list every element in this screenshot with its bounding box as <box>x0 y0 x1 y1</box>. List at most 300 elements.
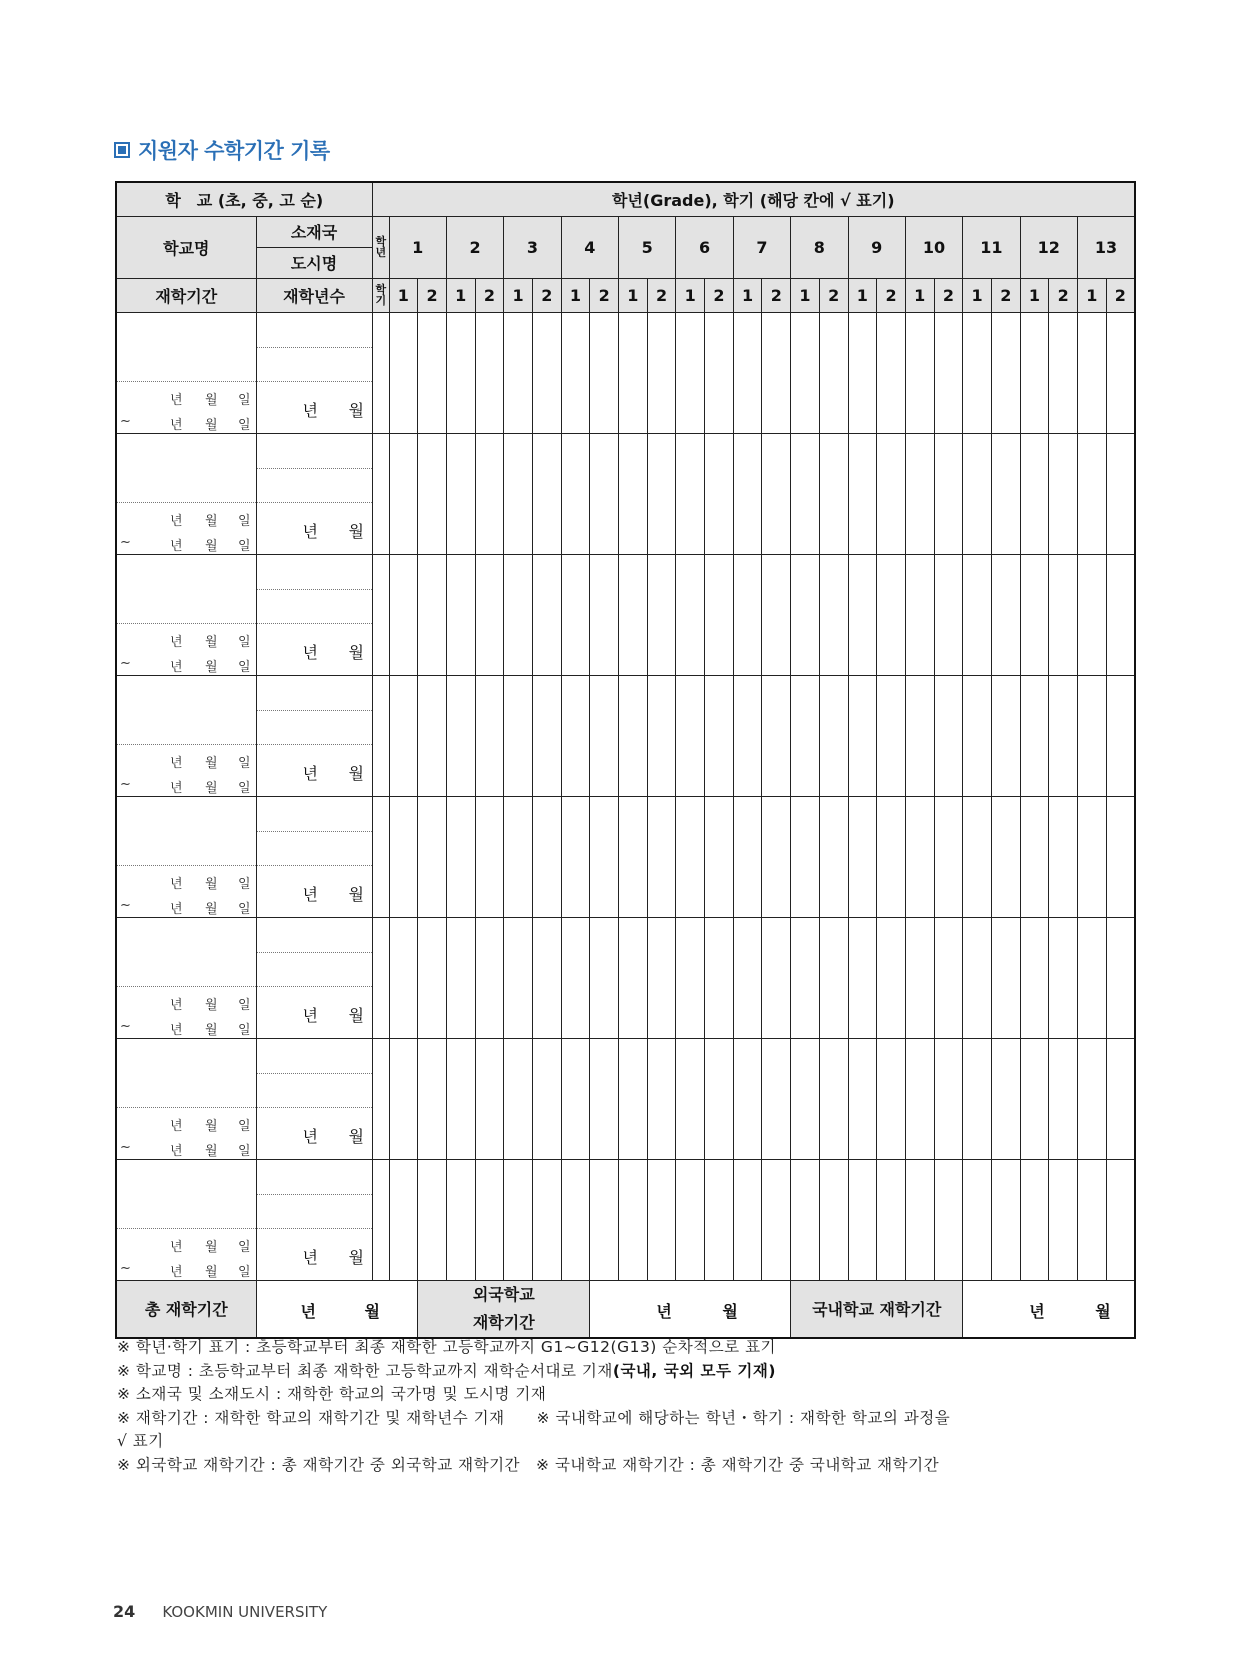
semester-col-5-1: 1 <box>619 278 648 312</box>
check-cell-g6-s1[interactable] <box>676 1159 705 1280</box>
check-cell-g12-s2[interactable] <box>1049 917 1078 1038</box>
check-cell-g5-s1[interactable] <box>619 675 648 796</box>
country-city-years-cell[interactable] <box>256 796 372 917</box>
end-month-label: 월 <box>205 659 218 675</box>
semester-label-header <box>372 278 389 312</box>
end-day-label: 일 <box>238 659 251 675</box>
notes <box>117 1336 950 1477</box>
check-cell-g9-s2[interactable] <box>877 1159 906 1280</box>
check-cell-g12-s1[interactable] <box>1020 796 1049 917</box>
semester-col-4-1: 1 <box>561 278 590 312</box>
school-row <box>116 1159 1135 1280</box>
check-cell-g5-s2[interactable] <box>647 796 676 917</box>
check-cell-g1-s2[interactable] <box>418 796 447 917</box>
check-cell-g5-s2[interactable] <box>647 554 676 675</box>
check-cell-g4-s1[interactable] <box>561 433 590 554</box>
check-cell-g1-s2[interactable] <box>418 312 447 433</box>
country-city-years-cell[interactable] <box>256 1038 372 1159</box>
check-cell-g6-s1[interactable] <box>676 675 705 796</box>
domestic-period-value[interactable] <box>963 1280 1135 1338</box>
grade-label-text: 학년 <box>375 235 387 259</box>
check-cell-g10-s1[interactable] <box>905 312 934 433</box>
check-cell-g11-s1[interactable] <box>963 312 992 433</box>
check-cell-g12-s1[interactable] <box>1020 1159 1049 1280</box>
check-cell-g6-s2[interactable] <box>705 554 734 675</box>
check-cell-g4-s2[interactable] <box>590 433 619 554</box>
check-cell-g13-s2[interactable] <box>1106 675 1135 796</box>
grade-spacer-cell <box>372 433 389 554</box>
start-year-label: 년 <box>170 1239 183 1255</box>
note-school-name-line <box>117 1360 950 1384</box>
check-cell-g9-s1[interactable] <box>848 675 877 796</box>
check-cell-g8-s1[interactable] <box>791 796 820 917</box>
check-cell-g2-s1[interactable] <box>446 917 475 1038</box>
foreign-label-line1: 외국학교 <box>472 1284 535 1304</box>
check-cell-g12-s2[interactable] <box>1049 675 1078 796</box>
check-cell-g2-s2[interactable] <box>475 433 504 554</box>
end-year-label: 년 <box>170 901 183 917</box>
dotted-divider <box>257 381 372 382</box>
years-label: 년 <box>302 400 318 420</box>
check-cell-g5-s2[interactable] <box>647 675 676 796</box>
check-cell-g11-s2[interactable] <box>991 675 1020 796</box>
check-cell-g2-s2[interactable] <box>475 917 504 1038</box>
school-name-period-cell[interactable] <box>116 917 256 1038</box>
check-cell-g12-s2[interactable] <box>1049 1159 1078 1280</box>
check-cell-g5-s1[interactable] <box>619 433 648 554</box>
check-cell-g13-s2[interactable] <box>1106 917 1135 1038</box>
school-name-period-cell[interactable] <box>116 312 256 433</box>
check-cell-g11-s2[interactable] <box>991 312 1020 433</box>
dotted-divider <box>257 1073 372 1074</box>
start-day-label: 일 <box>238 1239 251 1255</box>
check-cell-g11-s1[interactable] <box>963 433 992 554</box>
page-number: 24 <box>113 1602 136 1621</box>
dotted-divider <box>257 831 372 832</box>
check-cell-g7-s1[interactable] <box>733 675 762 796</box>
start-day-label: 일 <box>238 392 251 408</box>
check-cell-g4-s2[interactable] <box>590 675 619 796</box>
check-cell-g8-s1[interactable] <box>791 1038 820 1159</box>
years-label: 년 <box>302 642 318 662</box>
check-cell-g5-s2[interactable] <box>647 433 676 554</box>
check-cell-g6-s1[interactable] <box>676 554 705 675</box>
start-day-label: 일 <box>238 513 251 529</box>
check-cell-g8-s1[interactable] <box>791 1159 820 1280</box>
check-cell-g9-s1[interactable] <box>848 917 877 1038</box>
check-cell-g7-s2[interactable] <box>762 675 791 796</box>
check-cell-g10-s1[interactable] <box>905 917 934 1038</box>
grade-col-8: 8 <box>791 216 848 278</box>
check-cell-g13-s2[interactable] <box>1106 1159 1135 1280</box>
check-cell-g2-s2[interactable] <box>475 1159 504 1280</box>
check-cell-g1-s2[interactable] <box>418 675 447 796</box>
check-cell-g2-s2[interactable] <box>475 675 504 796</box>
check-cell-g13-s1[interactable] <box>1078 1159 1107 1280</box>
semester-col-5-2: 2 <box>647 278 676 312</box>
check-cell-g9-s2[interactable] <box>877 1038 906 1159</box>
check-cell-g9-s1[interactable] <box>848 312 877 433</box>
check-cell-g7-s1[interactable] <box>733 312 762 433</box>
school-name-period-cell[interactable] <box>116 796 256 917</box>
check-cell-g7-s1[interactable] <box>733 796 762 917</box>
check-cell-g5-s1[interactable] <box>619 917 648 1038</box>
check-cell-g1-s1[interactable] <box>389 1038 418 1159</box>
dotted-divider <box>257 865 372 866</box>
check-cell-g5-s2[interactable] <box>647 1159 676 1280</box>
check-cell-g10-s1[interactable] <box>905 796 934 917</box>
check-cell-g12-s2[interactable] <box>1049 433 1078 554</box>
country-city-years-cell[interactable] <box>256 554 372 675</box>
check-cell-g7-s2[interactable] <box>762 917 791 1038</box>
check-cell-g7-s2[interactable] <box>762 312 791 433</box>
check-cell-g1-s1[interactable] <box>389 312 418 433</box>
check-cell-g9-s2[interactable] <box>877 433 906 554</box>
check-cell-g10-s2[interactable] <box>934 675 963 796</box>
semester-col-12-1: 1 <box>1020 278 1049 312</box>
check-cell-g8-s1[interactable] <box>791 433 820 554</box>
check-cell-g8-s2[interactable] <box>819 675 848 796</box>
check-cell-g13-s1[interactable] <box>1078 1038 1107 1159</box>
check-cell-g13-s1[interactable] <box>1078 433 1107 554</box>
check-cell-g9-s1[interactable] <box>848 554 877 675</box>
check-cell-g4-s1[interactable] <box>561 917 590 1038</box>
check-cell-g4-s1[interactable] <box>561 554 590 675</box>
months-label: 월 <box>348 400 364 420</box>
check-cell-g10-s2[interactable] <box>934 1038 963 1159</box>
check-cell-g7-s1[interactable] <box>733 1038 762 1159</box>
end-year-label: 년 <box>170 538 183 554</box>
check-cell-g1-s2[interactable] <box>418 554 447 675</box>
check-cell-g13-s2[interactable] <box>1106 1038 1135 1159</box>
check-cell-g11-s2[interactable] <box>991 1038 1020 1159</box>
check-cell-g3-s1[interactable] <box>504 312 533 433</box>
semester-col-11-1: 1 <box>963 278 992 312</box>
check-cell-g12-s1[interactable] <box>1020 312 1049 433</box>
check-cell-g10-s2[interactable] <box>934 796 963 917</box>
check-cell-g6-s1[interactable] <box>676 917 705 1038</box>
check-cell-g4-s1[interactable] <box>561 1038 590 1159</box>
check-cell-g6-s2[interactable] <box>705 1159 734 1280</box>
school-name-period-cell[interactable] <box>116 554 256 675</box>
check-cell-g7-s2[interactable] <box>762 433 791 554</box>
grade-col-13: 13 <box>1078 216 1136 278</box>
country-city-years-cell[interactable] <box>256 1159 372 1280</box>
check-cell-g12-s1[interactable] <box>1020 433 1049 554</box>
check-cell-g11-s1[interactable] <box>963 554 992 675</box>
check-cell-g6-s2[interactable] <box>705 796 734 917</box>
check-cell-g13-s1[interactable] <box>1078 917 1107 1038</box>
check-cell-g10-s2[interactable] <box>934 554 963 675</box>
check-cell-g1-s1[interactable] <box>389 917 418 1038</box>
grade-col-2: 2 <box>446 216 503 278</box>
check-cell-g1-s1[interactable] <box>389 675 418 796</box>
check-cell-g10-s2[interactable] <box>934 312 963 433</box>
check-cell-g7-s1[interactable] <box>733 917 762 1038</box>
check-cell-g8-s2[interactable] <box>819 1159 848 1280</box>
semester-col-3-1: 1 <box>504 278 533 312</box>
check-cell-g7-s1[interactable] <box>733 1159 762 1280</box>
check-cell-g2-s1[interactable] <box>446 1038 475 1159</box>
country-city-years-cell[interactable] <box>256 312 372 433</box>
check-cell-g3-s1[interactable] <box>504 554 533 675</box>
check-cell-g5-s2[interactable] <box>647 917 676 1038</box>
total-period-value[interactable] <box>256 1280 418 1338</box>
check-cell-g12-s2[interactable] <box>1049 312 1078 433</box>
dotted-divider <box>257 1194 372 1195</box>
check-cell-g6-s2[interactable] <box>705 312 734 433</box>
check-cell-g6-s2[interactable] <box>705 433 734 554</box>
check-cell-g11-s1[interactable] <box>963 1159 992 1280</box>
check-cell-g8-s2[interactable] <box>819 312 848 433</box>
check-cell-g12-s1[interactable] <box>1020 675 1049 796</box>
check-cell-g1-s1[interactable] <box>389 796 418 917</box>
note-country-city: ※ 소재국 및 소재도시 : 재학한 학교의 국가명 및 도시명 기재 <box>117 1385 547 1403</box>
check-cell-g7-s1[interactable] <box>733 554 762 675</box>
semester-col-2-1: 1 <box>446 278 475 312</box>
check-cell-g4-s1[interactable] <box>561 1159 590 1280</box>
semester-label-text: 학기 <box>375 283 387 307</box>
check-cell-g8-s2[interactable] <box>819 917 848 1038</box>
school-order-header: 학 교 (초, 중, 고 순) <box>116 182 372 216</box>
check-cell-g3-s1[interactable] <box>504 1159 533 1280</box>
check-cell-g9-s2[interactable] <box>877 917 906 1038</box>
check-cell-g11-s1[interactable] <box>963 796 992 917</box>
check-cell-g13-s2[interactable] <box>1106 433 1135 554</box>
start-month-label: 월 <box>205 513 218 529</box>
check-cell-g8-s2[interactable] <box>819 554 848 675</box>
check-cell-g12-s2[interactable] <box>1049 554 1078 675</box>
check-cell-g13-s2[interactable] <box>1106 312 1135 433</box>
square-bullet-icon <box>114 142 130 158</box>
check-cell-g4-s1[interactable] <box>561 312 590 433</box>
check-cell-g2-s1[interactable] <box>446 554 475 675</box>
check-cell-g6-s1[interactable] <box>676 312 705 433</box>
check-cell-g6-s1[interactable] <box>676 796 705 917</box>
check-cell-g13-s1[interactable] <box>1078 312 1107 433</box>
check-cell-g5-s1[interactable] <box>619 796 648 917</box>
check-cell-g2-s1[interactable] <box>446 675 475 796</box>
check-cell-g5-s2[interactable] <box>647 1038 676 1159</box>
check-cell-g10-s1[interactable] <box>905 433 934 554</box>
check-cell-g4-s2[interactable] <box>590 796 619 917</box>
grade-col-10: 10 <box>905 216 962 278</box>
check-cell-g3-s1[interactable] <box>504 433 533 554</box>
check-cell-g1-s1[interactable] <box>389 1159 418 1280</box>
check-cell-g5-s2[interactable] <box>647 312 676 433</box>
school-name-period-cell[interactable] <box>116 675 256 796</box>
check-cell-g1-s2[interactable] <box>418 433 447 554</box>
check-cell-g2-s1[interactable] <box>446 1159 475 1280</box>
check-cell-g13-s2[interactable] <box>1106 554 1135 675</box>
check-cell-g9-s2[interactable] <box>877 312 906 433</box>
check-cell-g7-s2[interactable] <box>762 1038 791 1159</box>
country-city-years-cell[interactable] <box>256 675 372 796</box>
school-row <box>116 917 1135 1038</box>
check-cell-g5-s1[interactable] <box>619 1038 648 1159</box>
check-cell-g5-s1[interactable] <box>619 554 648 675</box>
check-cell-g2-s1[interactable] <box>446 433 475 554</box>
check-cell-g3-s2[interactable] <box>532 312 561 433</box>
end-month-label: 월 <box>205 1264 218 1280</box>
check-cell-g4-s2[interactable] <box>590 312 619 433</box>
foreign-period-value[interactable] <box>590 1280 791 1338</box>
school-row <box>116 796 1135 917</box>
semester-col-13-1: 1 <box>1078 278 1107 312</box>
check-cell-g9-s2[interactable] <box>877 796 906 917</box>
check-cell-g13-s1[interactable] <box>1078 796 1107 917</box>
check-cell-g11-s2[interactable] <box>991 554 1020 675</box>
check-cell-g11-s2[interactable] <box>991 433 1020 554</box>
check-cell-g11-s2[interactable] <box>991 1159 1020 1280</box>
school-name-period-cell[interactable] <box>116 1159 256 1280</box>
check-cell-g13-s2[interactable] <box>1106 796 1135 917</box>
years-header: 재학년수 <box>256 278 372 312</box>
semester-col-1-1: 1 <box>389 278 418 312</box>
check-cell-g1-s2[interactable] <box>418 1038 447 1159</box>
check-cell-g11-s1[interactable] <box>963 1038 992 1159</box>
check-cell-g11-s2[interactable] <box>991 796 1020 917</box>
check-cell-g3-s1[interactable] <box>504 796 533 917</box>
start-year-label: 년 <box>170 392 183 408</box>
check-cell-g10-s1[interactable] <box>905 554 934 675</box>
end-day-label: 일 <box>238 780 251 796</box>
check-cell-g4-s2[interactable] <box>590 554 619 675</box>
check-cell-g12-s2[interactable] <box>1049 1038 1078 1159</box>
check-cell-g2-s1[interactable] <box>446 796 475 917</box>
note-foreign-domestic: ※ 외국학교 재학기간 : 총 재학기간 중 외국학교 재학기간 ※ 국내학교 재학기간 : 총 재학기간 중 국내학교 재학기간 <box>117 1455 940 1474</box>
semester-col-9-1: 1 <box>848 278 877 312</box>
school-name-period-cell[interactable] <box>116 1038 256 1159</box>
dotted-divider <box>257 623 372 624</box>
check-cell-g3-s2[interactable] <box>532 433 561 554</box>
check-cell-g3-s2[interactable] <box>532 675 561 796</box>
check-cell-g9-s1[interactable] <box>848 433 877 554</box>
check-cell-g3-s2[interactable] <box>532 1038 561 1159</box>
check-cell-g4-s1[interactable] <box>561 796 590 917</box>
check-cell-g3-s2[interactable] <box>532 796 561 917</box>
check-cell-g1-s1[interactable] <box>389 433 418 554</box>
country-city-years-cell[interactable] <box>256 917 372 1038</box>
check-cell-g3-s2[interactable] <box>532 1159 561 1280</box>
start-year-label: 년 <box>170 634 183 650</box>
country-city-years-cell[interactable] <box>256 433 372 554</box>
check-cell-g7-s2[interactable] <box>762 796 791 917</box>
check-cell-g9-s1[interactable] <box>848 796 877 917</box>
check-cell-g1-s2[interactable] <box>418 1159 447 1280</box>
check-cell-g9-s1[interactable] <box>848 1159 877 1280</box>
check-cell-g10-s1[interactable] <box>905 1159 934 1280</box>
check-cell-g2-s2[interactable] <box>475 312 504 433</box>
check-cell-g3-s1[interactable] <box>504 675 533 796</box>
check-cell-g2-s1[interactable] <box>446 312 475 433</box>
check-cell-g12-s1[interactable] <box>1020 917 1049 1038</box>
check-cell-g11-s2[interactable] <box>991 917 1020 1038</box>
check-cell-g9-s1[interactable] <box>848 1038 877 1159</box>
check-cell-g10-s2[interactable] <box>934 1159 963 1280</box>
check-cell-g7-s2[interactable] <box>762 1159 791 1280</box>
check-cell-g12-s1[interactable] <box>1020 1038 1049 1159</box>
check-cell-g9-s2[interactable] <box>877 675 906 796</box>
end-day-label: 일 <box>238 1022 251 1038</box>
check-cell-g8-s2[interactable] <box>819 1038 848 1159</box>
check-cell-g3-s1[interactable] <box>504 917 533 1038</box>
start-month-label: 월 <box>205 997 218 1013</box>
end-month-label: 월 <box>205 1022 218 1038</box>
end-year-label: 년 <box>170 780 183 796</box>
range-tilde: ~ <box>120 413 131 429</box>
range-tilde: ~ <box>120 1139 131 1155</box>
check-cell-g11-s1[interactable] <box>963 917 992 1038</box>
semester-col-3-2: 2 <box>532 278 561 312</box>
check-cell-g10-s1[interactable] <box>905 1038 934 1159</box>
start-day-label: 일 <box>238 755 251 771</box>
check-cell-g6-s2[interactable] <box>705 675 734 796</box>
check-cell-g3-s2[interactable] <box>532 917 561 1038</box>
check-cell-g2-s2[interactable] <box>475 796 504 917</box>
check-cell-g8-s1[interactable] <box>791 312 820 433</box>
school-name-period-cell[interactable] <box>116 433 256 554</box>
check-cell-g6-s1[interactable] <box>676 433 705 554</box>
range-tilde: ~ <box>120 1260 131 1276</box>
grade-spacer-cell <box>372 1159 389 1280</box>
end-day-label: 일 <box>238 538 251 554</box>
check-cell-g3-s1[interactable] <box>504 1038 533 1159</box>
check-cell-g7-s1[interactable] <box>733 433 762 554</box>
check-cell-g9-s2[interactable] <box>877 554 906 675</box>
check-cell-g12-s2[interactable] <box>1049 796 1078 917</box>
years-label: 년 <box>302 1005 318 1025</box>
check-cell-g1-s2[interactable] <box>418 917 447 1038</box>
check-cell-g4-s2[interactable] <box>590 917 619 1038</box>
check-cell-g10-s2[interactable] <box>934 433 963 554</box>
check-cell-g12-s1[interactable] <box>1020 554 1049 675</box>
check-cell-g6-s2[interactable] <box>705 1038 734 1159</box>
check-cell-g5-s1[interactable] <box>619 312 648 433</box>
check-cell-g6-s2[interactable] <box>705 917 734 1038</box>
check-cell-g10-s2[interactable] <box>934 917 963 1038</box>
foreign-label-line2: 재학기간 <box>472 1312 535 1332</box>
check-cell-g8-s1[interactable] <box>791 917 820 1038</box>
check-cell-g8-s1[interactable] <box>791 554 820 675</box>
dotted-divider <box>117 381 256 382</box>
check-cell-g11-s1[interactable] <box>963 675 992 796</box>
check-cell-g2-s2[interactable] <box>475 554 504 675</box>
check-cell-g8-s2[interactable] <box>819 796 848 917</box>
check-cell-g7-s2[interactable] <box>762 554 791 675</box>
check-cell-g5-s1[interactable] <box>619 1159 648 1280</box>
check-cell-g1-s1[interactable] <box>389 554 418 675</box>
check-cell-g8-s2[interactable] <box>819 433 848 554</box>
total-month-label: 월 <box>364 1301 380 1321</box>
check-cell-g4-s1[interactable] <box>561 675 590 796</box>
check-cell-g2-s2[interactable] <box>475 1038 504 1159</box>
dotted-divider <box>117 865 256 866</box>
start-day-label: 일 <box>238 997 251 1013</box>
dotted-divider <box>257 986 372 987</box>
check-cell-g13-s1[interactable] <box>1078 554 1107 675</box>
check-cell-g4-s2[interactable] <box>590 1159 619 1280</box>
check-cell-g3-s2[interactable] <box>532 554 561 675</box>
grade-spacer-cell <box>372 675 389 796</box>
check-cell-g13-s1[interactable] <box>1078 675 1107 796</box>
check-cell-g8-s1[interactable] <box>791 675 820 796</box>
check-cell-g6-s1[interactable] <box>676 1038 705 1159</box>
check-cell-g10-s1[interactable] <box>905 675 934 796</box>
start-year-label: 년 <box>170 997 183 1013</box>
semester-col-10-2: 2 <box>934 278 963 312</box>
check-cell-g4-s2[interactable] <box>590 1038 619 1159</box>
